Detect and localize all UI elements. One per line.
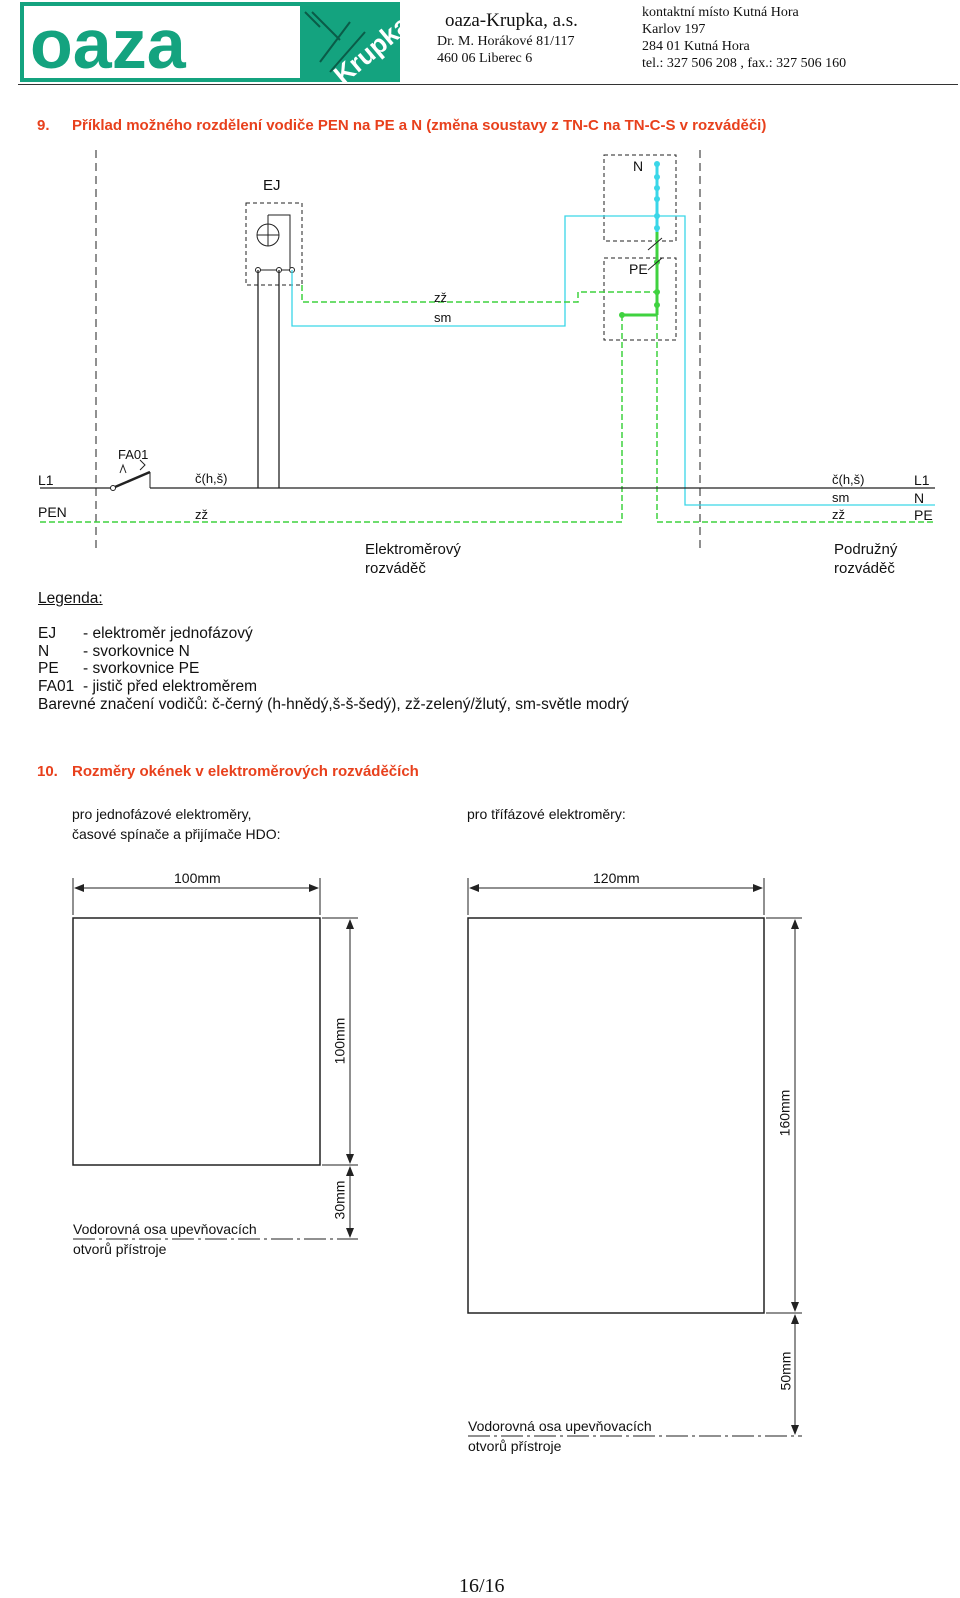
wiring-diagram bbox=[0, 140, 960, 590]
left-pen-label: PEN bbox=[38, 504, 67, 520]
company-street: Dr. M. Horákové 81/117 bbox=[437, 34, 575, 49]
section9-number: 9. bbox=[37, 117, 50, 134]
legend-color-note: Barevné značení vodičů: č-černý (h-hnědý,š-š-šedý), zž-zelený/žlutý, sm-světle modrý bbox=[38, 696, 629, 713]
meter-panel-label-1: Elektroměrový bbox=[365, 541, 461, 558]
breaker-label: FA01 bbox=[118, 447, 149, 462]
contact-city: 284 01 Kutná Hora bbox=[642, 39, 750, 54]
right-ch-label: č(h,š) bbox=[832, 472, 865, 487]
company-logo bbox=[20, 2, 416, 91]
contact-title: kontaktní místo Kutná Hora bbox=[642, 5, 799, 20]
contact-street: Karlov 197 bbox=[642, 22, 706, 37]
left-window-rect bbox=[73, 918, 320, 1165]
company-name: oaza-Krupka, a.s. bbox=[445, 10, 578, 31]
right-n-label: N bbox=[914, 490, 925, 506]
meter-label: EJ bbox=[263, 177, 281, 194]
logo-graphic bbox=[20, 2, 416, 91]
right-zz-label: zž bbox=[832, 507, 845, 522]
right-width-label: 120mm bbox=[593, 870, 640, 886]
left-axis-line2: otvorů přístroje bbox=[73, 1241, 167, 1257]
legend-heading: Legenda: bbox=[38, 590, 103, 607]
right-window-rect bbox=[468, 918, 764, 1313]
left-axis-line1: Vodorovná osa upevňovacích bbox=[73, 1221, 257, 1237]
n-terminal-label: N bbox=[633, 158, 644, 174]
right-axis-line2: otvorů přístroje bbox=[468, 1438, 562, 1454]
section9-title: Příklad možného rozdělení vodiče PEN na PE a N (změna soustavy z TN-C na TN-C-S v rozváděči) bbox=[72, 117, 767, 134]
company-city: 460 06 Liberec 6 bbox=[437, 51, 533, 66]
legend-text-n: - svorkovnice N bbox=[83, 643, 190, 660]
right-axis-line1: Vodorovná osa upevňovacích bbox=[468, 1418, 652, 1434]
wire-zz-bottom-label: zž bbox=[195, 507, 208, 522]
left-l1-label: L1 bbox=[38, 472, 54, 488]
right-l1-label: L1 bbox=[914, 472, 930, 488]
header-divider bbox=[18, 84, 958, 85]
right-height-label: 160mm bbox=[776, 1089, 793, 1137]
legend-text-fa01: - jistič před elektroměrem bbox=[83, 678, 257, 695]
section10-number: 10. bbox=[37, 763, 58, 780]
right-offset-label: 50mm bbox=[777, 1351, 794, 1391]
legend-code-ej: EJ bbox=[38, 625, 57, 642]
dimension-drawings bbox=[0, 860, 960, 1460]
page-number: 16/16 bbox=[459, 1575, 505, 1597]
logo-brand-text: oaza bbox=[30, 5, 186, 83]
left-desc-line1: pro jednofázové elektroměry, bbox=[72, 806, 252, 822]
sub-panel-label-2: rozváděč bbox=[834, 560, 895, 577]
pe-terminal-label: PE bbox=[629, 261, 648, 277]
sub-panel-label-1: Podružný bbox=[834, 541, 898, 558]
right-desc-line1: pro třífázové elektroměry: bbox=[467, 806, 626, 822]
legend-code-fa01: FA01 bbox=[38, 678, 75, 695]
right-sm-label: sm bbox=[832, 490, 850, 505]
left-desc-line2: časové spínače a přijímače HDO: bbox=[72, 826, 281, 842]
left-offset-label: 30mm bbox=[331, 1180, 348, 1220]
legend-code-pe: PE bbox=[38, 660, 59, 677]
legend-text-pe: - svorkovnice PE bbox=[83, 660, 200, 677]
section10-title: Rozměry okének v elektroměrových rozváděčích bbox=[72, 763, 419, 780]
logo-sub-text: Krupka bbox=[327, 9, 416, 91]
wire-sm-label: sm bbox=[434, 310, 452, 325]
left-width-label: 100mm bbox=[174, 870, 221, 886]
left-height-label: 100mm bbox=[331, 1017, 348, 1065]
wire-zz-label: zž bbox=[434, 290, 447, 305]
right-pe-label: PE bbox=[914, 507, 933, 523]
meter-panel-label-2: rozváděč bbox=[365, 560, 426, 577]
contact-phones: tel.: 327 506 208 , fax.: 327 506 160 bbox=[642, 56, 847, 71]
legend-code-n: N bbox=[38, 643, 50, 660]
breaker-contact-icon bbox=[115, 472, 150, 487]
wire-ch-label: č(h,š) bbox=[195, 471, 228, 486]
legend-text-ej: - elektroměr jednofázový bbox=[83, 625, 253, 642]
